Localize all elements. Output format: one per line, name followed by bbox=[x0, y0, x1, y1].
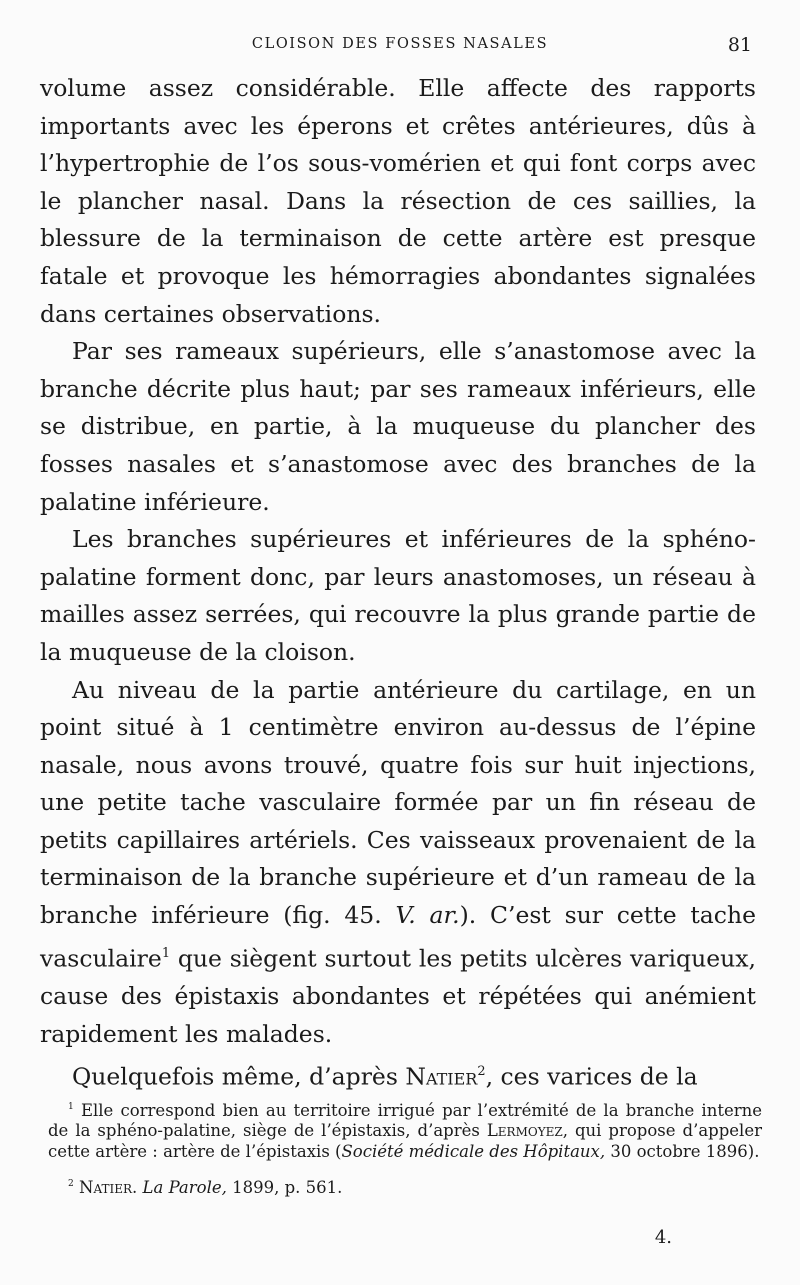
paragraph-2: Par ses rameaux supérieurs, elle s’anastomose avec la branche décrite plus haut; par ses rameaux inférieurs, elle se distribue, en partie, à la muqueuse du plancher des fosses nasales et s’anastomose avec des branches de la palatine inférieure. bbox=[40, 337, 756, 516]
paragraph-5-text: Quelquefois même, d’après bbox=[72, 1062, 406, 1091]
footnote-marker-1: 1 bbox=[161, 945, 171, 961]
paragraph-4-text: Au niveau de la partie antérieure du cartilage, en un point situé à 1 centimètre environ au-dessus de l’épine nasale, nous avons trouvé, quatre fois sur huit injections, une petite tache vasculaire formée par un fin réseau de petits capillaires artériels. Ces vaisseaux provenaient de la terminaison de la branche supérieure et d’un rameau de la branche inférieure (fig. 45. bbox=[40, 675, 756, 930]
footnote-1-source: Société médicale des Hôpitaux, bbox=[341, 1141, 606, 1161]
paragraph-4-text-3: que siègent surtout les petits ulcères variqueux, cause des épistaxis abondantes et répétées qui anémient rapidement les malades. bbox=[40, 944, 756, 1048]
footnote-1-mark: 1 bbox=[68, 1102, 74, 1112]
footnote-2-text: . bbox=[132, 1178, 143, 1198]
footnote-marker-2: 2 bbox=[477, 1064, 486, 1080]
page-header bbox=[0, 34, 800, 58]
footnotes bbox=[48, 1097, 762, 1199]
body-text bbox=[40, 70, 756, 1096]
footnote-1 bbox=[48, 1097, 762, 1162]
footnote-1-text: Elle correspond bien au territoire irrigué par l’extrémité de la branche interne de la sphéno-palatine, siège de l’épistaxis, d’après bbox=[48, 1100, 762, 1141]
footnote-2-author: Natier bbox=[79, 1178, 133, 1198]
footnote-2-source: La Parole, bbox=[142, 1178, 227, 1198]
footnote-1-author: Lermoyez bbox=[486, 1121, 563, 1141]
paragraph-1: volume assez considérable. Elle affecte des rapports importants avec les éperons et crêtes antérieures, dûs à l’hypertrophie de l’os sous-vomérien et qui font corps avec le plancher nasal. Dans la résection de ces saillies, la blessure de la terminaison de cette artère est presque fatale et provoque les hémorragies abondantes signalées dans certaines observations. bbox=[40, 74, 756, 328]
paragraph-4 bbox=[40, 672, 756, 1054]
signature-mark: 4. bbox=[654, 1227, 672, 1248]
footnote-2-mark: 2 bbox=[68, 1179, 74, 1190]
footnote-2 bbox=[48, 1174, 762, 1198]
author-name: Natier bbox=[405, 1062, 478, 1091]
paragraph-4-text-2: ). C’est sur cette tache vasculaire bbox=[40, 901, 756, 973]
footnote-1-text-2: , qui propose d’appeler cette artère : artère de l’épistaxis ( bbox=[48, 1121, 762, 1161]
footnote-2-text-2: 1899, p. 561. bbox=[226, 1178, 343, 1198]
footnote-1-text-3: 30 octobre 1896). bbox=[605, 1141, 760, 1161]
figure-reference: V. ar. bbox=[395, 901, 460, 930]
page-number: 81 bbox=[727, 34, 752, 56]
running-title: CLOISON DES FOSSES NASALES bbox=[251, 36, 549, 52]
paragraph-5 bbox=[40, 1053, 756, 1096]
paragraph-3: Les branches supérieures et inférieures de la sphéno-palatine forment donc, par leurs anastomoses, un réseau à mailles assez serrées, qui recouvre la plus grande partie de la muqueuse de la cloison. bbox=[40, 525, 756, 666]
paragraph-5-text-2: , ces varices de la bbox=[485, 1062, 698, 1091]
